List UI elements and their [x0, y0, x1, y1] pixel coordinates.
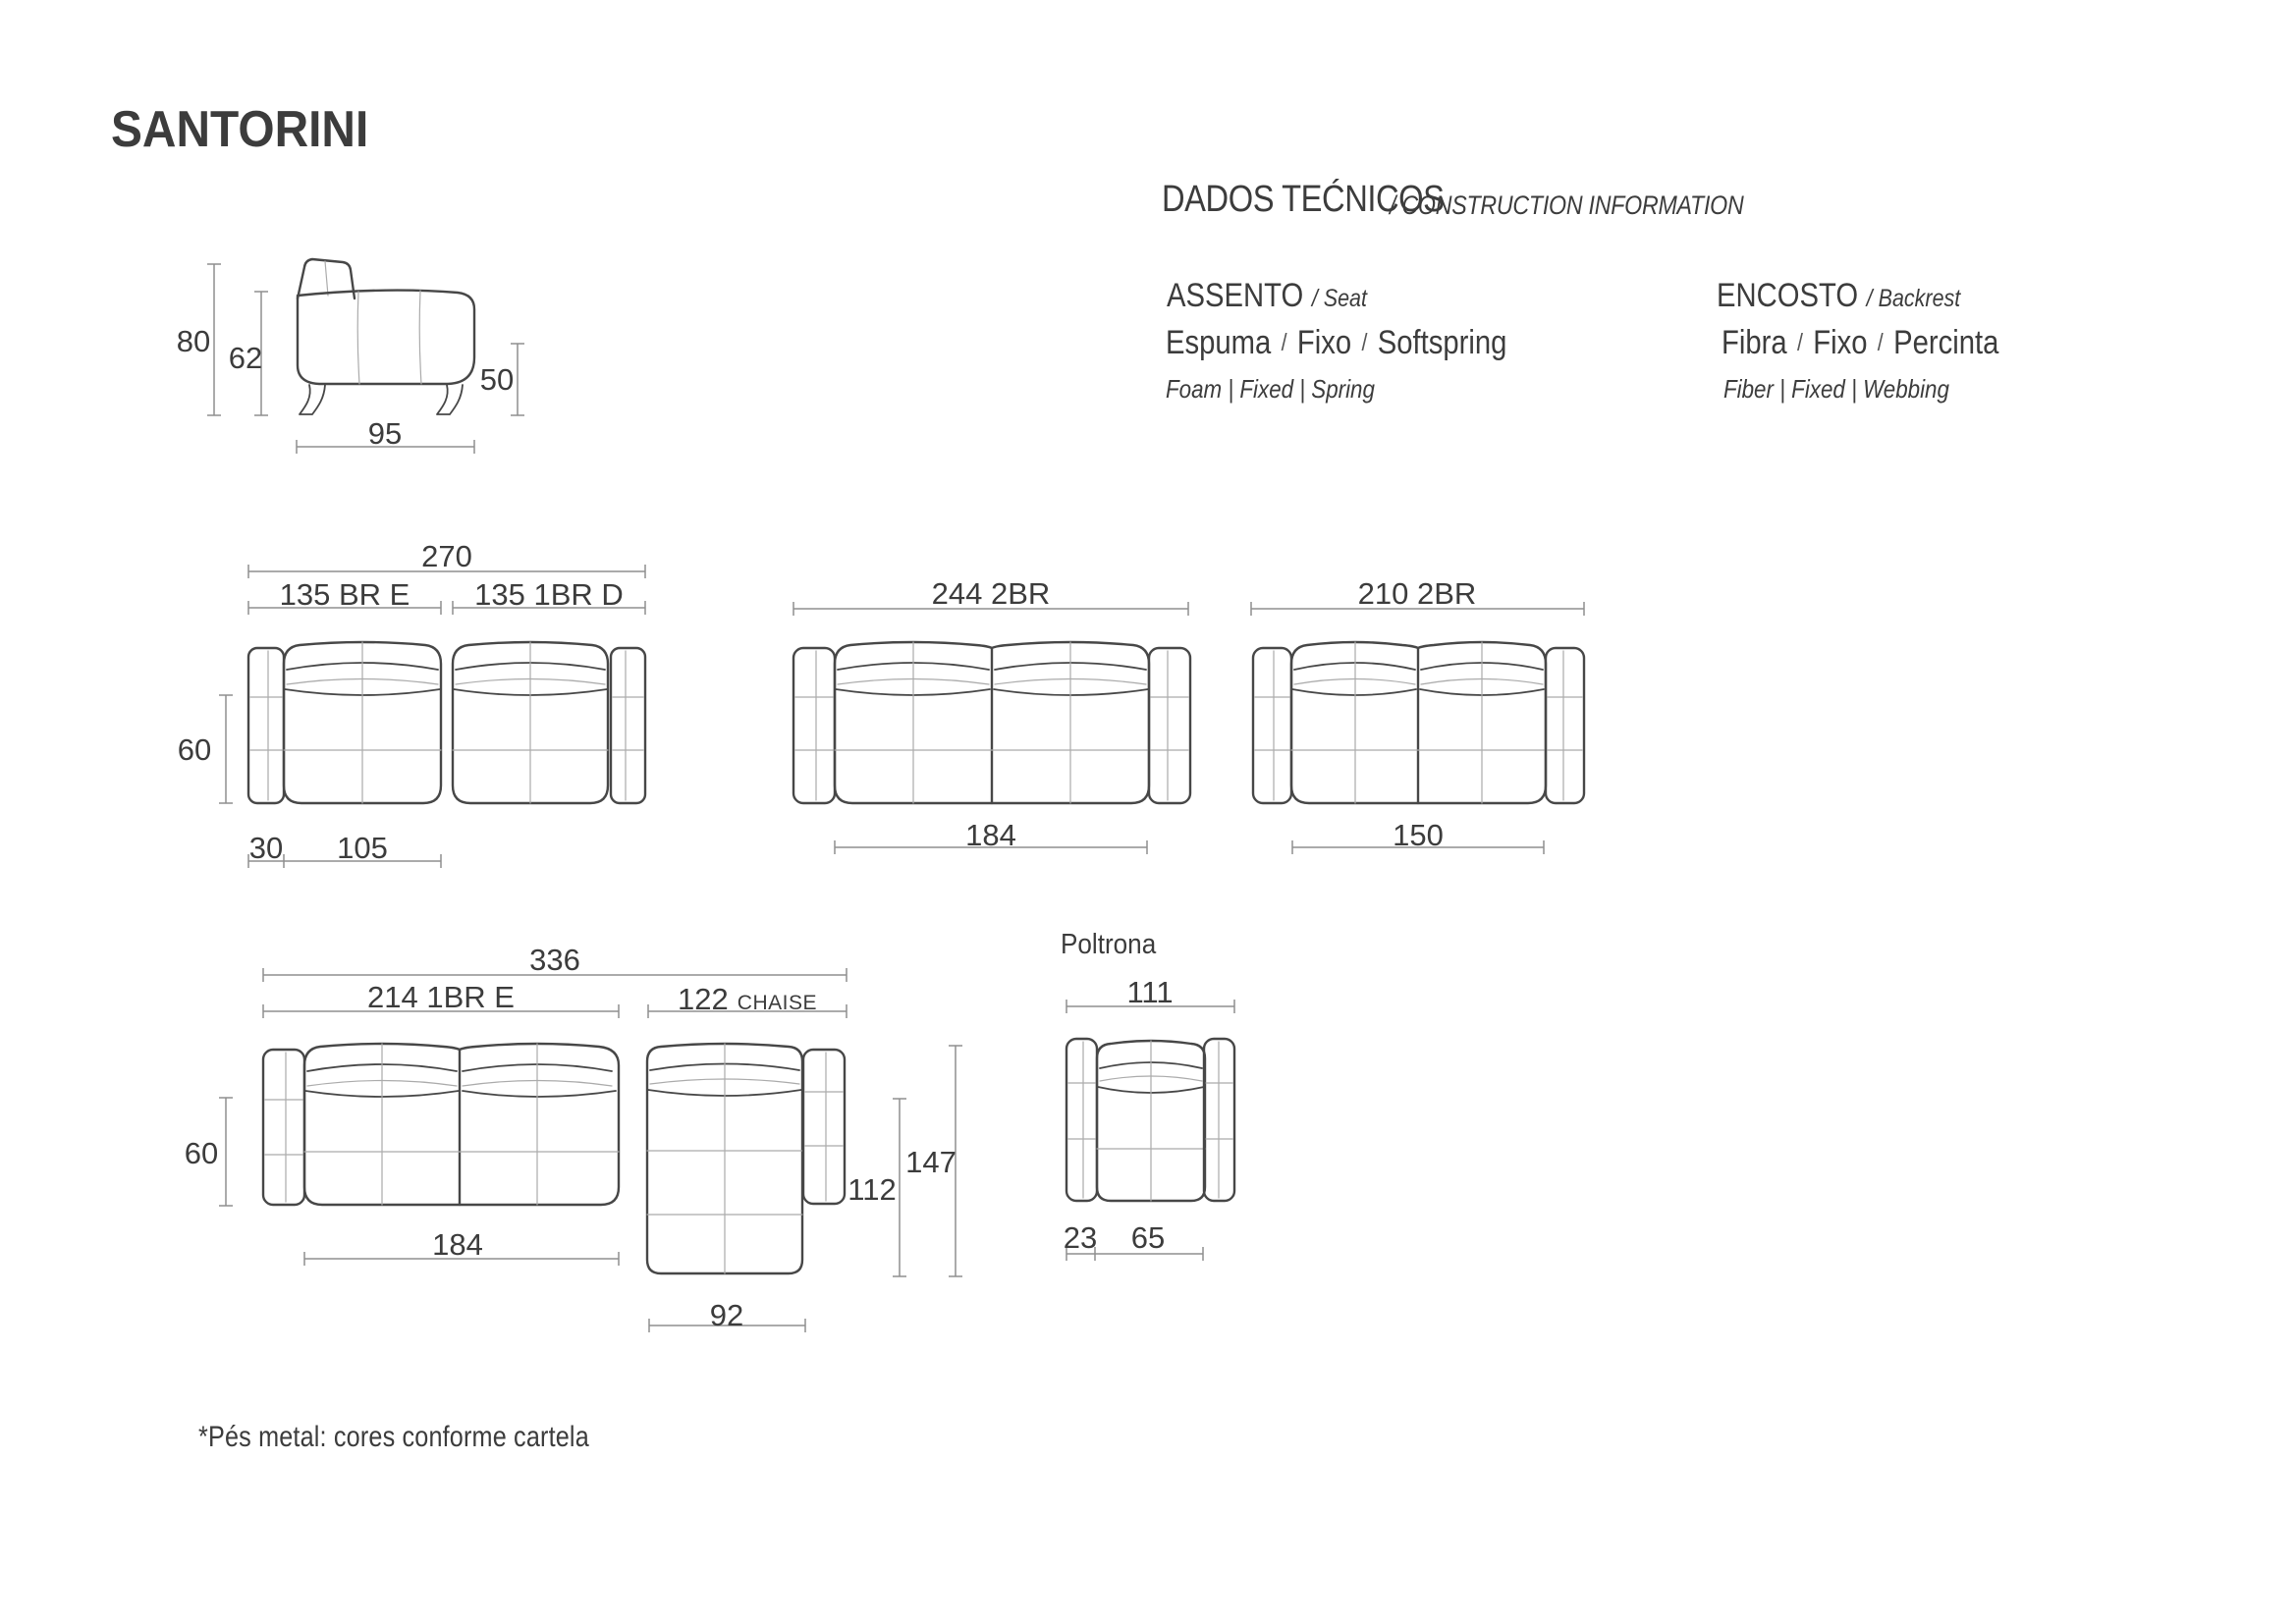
sofa-244-drawing	[793, 602, 1190, 854]
seat-material-3: Softspring	[1377, 324, 1507, 361]
backrest-material-3: Percinta	[1893, 324, 1999, 361]
seat-section-title	[1167, 277, 1367, 315]
dim-sofa210-seat-width: 150	[1393, 818, 1444, 852]
chaise-word: CHAISE	[737, 992, 817, 1014]
dim-sofa336-module-left: 214 1BR E	[367, 980, 515, 1014]
separator: /	[1877, 329, 1884, 356]
dim-poltrona-seat-width: 65	[1130, 1220, 1166, 1255]
dim-sofa270-module-left: 135 BR E	[279, 577, 410, 612]
seat-materials	[1166, 324, 1506, 362]
dim-sofa336-seat-width: 184	[432, 1227, 483, 1262]
sofa-336-drawing	[219, 968, 962, 1332]
dim-sofa210-total: 210 2BR	[1357, 576, 1477, 611]
sofa-210-drawing	[1251, 602, 1584, 854]
separator: /	[1281, 329, 1287, 356]
dim-sofa244-seat-width: 184	[965, 818, 1016, 852]
backrest-material-2: Fixo	[1813, 324, 1868, 361]
backrest-materials	[1722, 324, 1998, 362]
dim-poltrona-arm-width: 23	[1063, 1220, 1098, 1255]
dim-sofa270-seat-width: 105	[337, 831, 388, 865]
dim-sofa270-total: 270	[421, 539, 472, 573]
seat-material-1: Espuma	[1166, 324, 1272, 361]
seat-materials-en: Foam | Fixed | Spring	[1166, 374, 1375, 404]
dim-sofa336-seat-depth: 60	[184, 1136, 219, 1170]
poltrona-label: Poltrona	[1061, 929, 1157, 960]
dim-side-arm-height: 50	[479, 362, 515, 397]
backrest-title-en: / Backrest	[1866, 285, 1961, 312]
separator: /	[1796, 329, 1803, 356]
dim-side-back-height: 62	[228, 341, 263, 375]
backrest-material-1: Fibra	[1722, 324, 1787, 361]
seat-title-pt: ASSENTO	[1167, 277, 1304, 314]
dim-sofa336-chaise	[678, 982, 817, 1017]
dim-sofa270-seat-depth: 60	[177, 732, 212, 767]
dim-side-depth: 95	[367, 416, 403, 451]
dim-side-total-height: 80	[176, 324, 211, 358]
backrest-section-title	[1717, 277, 1960, 315]
chaise-value: 122	[678, 982, 729, 1016]
tech-heading-en: / CONSTRUCTION INFORMATION	[1390, 190, 1744, 220]
dim-sofa336-total: 336	[529, 943, 580, 977]
footnote: *Pés metal: cores conforme cartela	[198, 1421, 589, 1453]
dim-poltrona-total: 111	[1126, 975, 1174, 1009]
dim-chaise-seat-length: 112	[847, 1172, 897, 1207]
backrest-title-pt: ENCOSTO	[1717, 277, 1859, 314]
dim-chaise-total-length: 147	[905, 1145, 957, 1179]
dim-sofa270-module-right: 135 1BR D	[474, 577, 624, 612]
dim-sofa244-total: 244 2BR	[931, 576, 1051, 611]
backrest-materials-en: Fiber | Fixed | Webbing	[1723, 374, 1949, 404]
dim-sofa270-arm-width: 30	[248, 831, 284, 865]
tech-heading-pt: DADOS TEĆNICOS	[1162, 179, 1445, 220]
dim-chaise-width: 92	[709, 1298, 744, 1332]
separator: /	[1361, 329, 1368, 356]
page-title: SANTORINI	[111, 101, 369, 158]
seat-material-2: Fixo	[1296, 324, 1352, 361]
seat-title-en: / Seat	[1311, 285, 1367, 312]
